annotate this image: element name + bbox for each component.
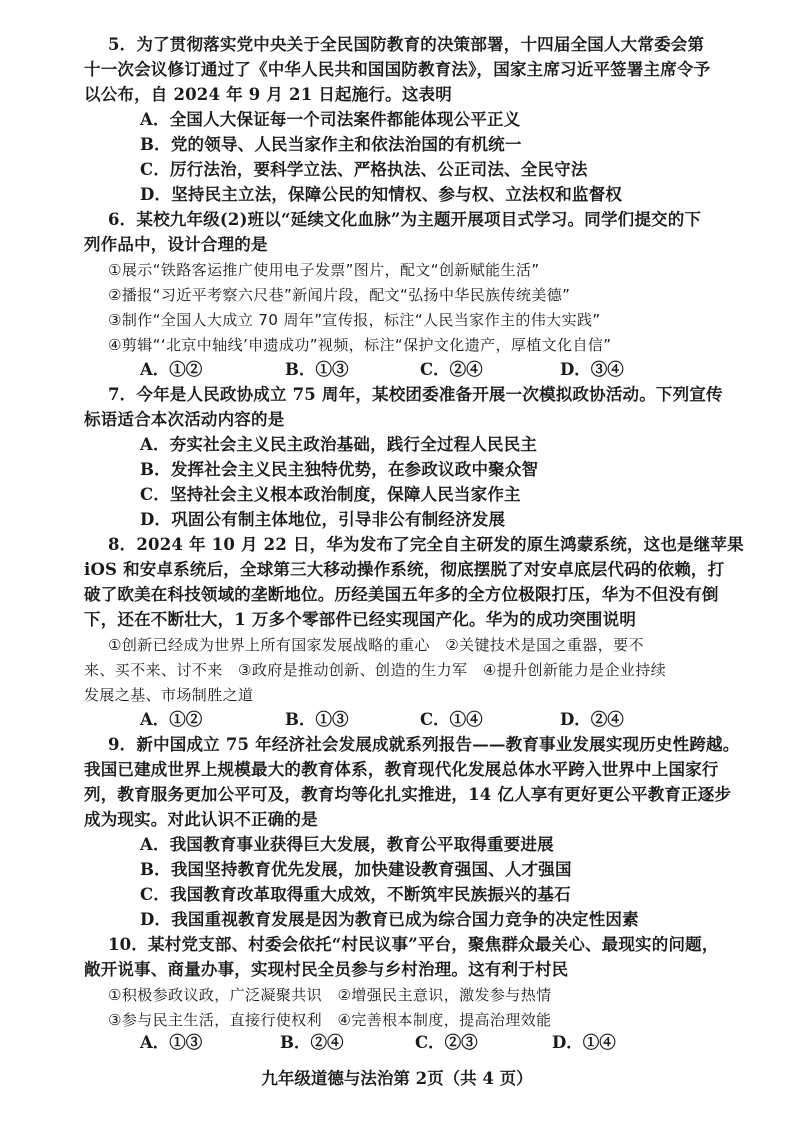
choice-a: A．①③ (140, 1033, 203, 1052)
page-footer: 九年级道德与法治第 2页（共 4 页） (261, 1069, 533, 1088)
question-stem-line: 10．某村党支部、村委会依托“村民议事”平台，聚焦群众最关心、最现实的问题， (108, 935, 719, 954)
option-b: B．我国坚持教育优先发展，加快建设教育强国、人才强国 (140, 860, 572, 879)
statement-3: ③制作“全国人大成立 70 周年”宣传报，标注“人民当家作主的伟大实践” (108, 311, 601, 329)
option-c: C．坚持社会主义根本政治制度，保障人民当家作主 (140, 485, 521, 504)
option-b: B．党的领导、人民当家作主和依法治国的有机统一 (140, 135, 522, 154)
option-d: D．坚持民主立法，保障公民的知情权、参与权、立法权和监督权 (140, 185, 623, 204)
choice-c: C．②④ (420, 360, 483, 379)
statement-line: ①积极参政议政，广泛凝聚共识 ②增强民主意识，激发参与热情 (108, 986, 552, 1004)
question-stem-line: 5．为了贯彻落实党中央关于全民国防教育的决策部署，十四届全国人大常委会第 (108, 35, 705, 54)
question-stem-line: 破了欧美在科技领域的垄断地位。历经美国五年多的全方位极限打压，华为不但没有倒 (84, 585, 719, 604)
option-a: A．夯实社会主义民主政治基础，践行全过程人民民主 (140, 435, 538, 454)
option-d: D．巩固公有制主体地位，引导非公有制经济发展 (140, 510, 506, 529)
option-c: C．我国教育改革取得重大成效，不断筑牢民族振兴的基石 (140, 885, 571, 904)
choice-row (140, 359, 700, 381)
choice-b: B．①③ (285, 360, 349, 379)
choice-d: D．②④ (560, 710, 624, 729)
choice-d: D．①④ (552, 1033, 616, 1052)
choice-b: B．①③ (285, 710, 349, 729)
question-stem-line: 我国已建成世界上规模最大的教育体系，教育现代化发展总体水平跨入世界中上国家行 (84, 760, 719, 779)
question-stem-line: 下，还在不断壮大，1 万多个零部件已经实现国产化。华为的成功突围说明 (84, 610, 637, 629)
statement-2: ②播报“习近平考察六尺巷”新闻片段，配文“弘扬中华民族传统美德” (108, 286, 571, 304)
option-c: C．厉行法治，要科学立法、严格执法、公正司法、全民守法 (140, 160, 588, 179)
question-stem-line: 成为现实。对此认识不正确的是 (84, 810, 318, 829)
statement-line: 来、买不来、讨不来 ③政府是推动创新、创造的生力军 ④提升创新能力是企业持续 (84, 661, 667, 679)
statement-line: 发展之基、市场制胜之道 (84, 686, 254, 704)
choice-row (140, 1032, 700, 1054)
statement-1: ①展示“铁路客运推广使用电子发票”图片，配文“创新赋能生活” (108, 261, 540, 279)
choice-b: B．②④ (280, 1033, 344, 1052)
question-stem-line: 9．新中国成立 75 年经济社会发展成就系列报告——教育事业发展实现历史性跨越。 (108, 735, 740, 754)
choice-c: C．①④ (420, 710, 483, 729)
statement-4: ④剪辑“‘北京中轴线’申遗成功”视频，标注“保护文化遗产，厚植文化自信” (108, 336, 612, 354)
choice-c: C．②③ (415, 1033, 478, 1052)
choice-a: A．①② (140, 360, 203, 379)
option-a: A．全国人大保证每一个司法案件都能体现公平正义 (140, 110, 521, 129)
statement-line: ①创新已经成为世界上所有国家发展战略的重心 ②关键技术是国之重器，要不 (108, 636, 644, 654)
option-d: D．我国重视教育发展是因为教育已成为综合国力竞争的决定性因素 (140, 910, 639, 929)
question-stem-line: 6．某校九年级(2)班以“延续文化血脉”为主题开展项目式学习。同学们提交的下 (108, 210, 702, 229)
question-stem-line: 十一次会议修订通过了《中华人民共和国国防教育法》，国家主席习近平签署主席令予 (84, 60, 711, 79)
question-stem-line: 8．2024 年 10 月 22 日，华为发布了完全自主研发的原生鸿蒙系统，这也是继苹果 (108, 535, 744, 554)
question-stem-line: 敞开说事、商量办事，实现村民全员参与乡村治理。这有利于村民 (84, 960, 569, 979)
question-stem-line: 以公布，自 2024 年 9 月 21 日起施行。这表明 (84, 85, 452, 104)
question-stem-line: 7．今年是人民政协成立 75 周年，某校团委准备开展一次模拟政协活动。下列宣传 (108, 385, 723, 404)
option-b: B．发挥社会主义民主独特优势，在参政议政中聚众智 (140, 460, 539, 479)
choice-a: A．①② (140, 710, 203, 729)
option-a: A．我国教育事业获得巨大发展，教育公平取得重要进展 (140, 835, 554, 854)
choice-row (140, 709, 700, 731)
question-stem-line: 标语适合本次活动内容的是 (84, 410, 285, 429)
question-stem-line: 列，教育服务更加公平可及，教育均等化扎实推进，14 亿人享有更好更公平教育正逐步 (84, 785, 732, 804)
question-stem-line: iOS 和安卓系统后，全球第三大移动操作系统，彻底摆脱了对安卓底层代码的依赖，打 (84, 560, 725, 579)
statement-line: ③参与民主生活，直接行使权利 ④完善根本制度，提高治理效能 (108, 1011, 552, 1029)
question-stem-line: 列作品中，设计合理的是 (84, 235, 268, 254)
choice-d: D．③④ (560, 360, 624, 379)
